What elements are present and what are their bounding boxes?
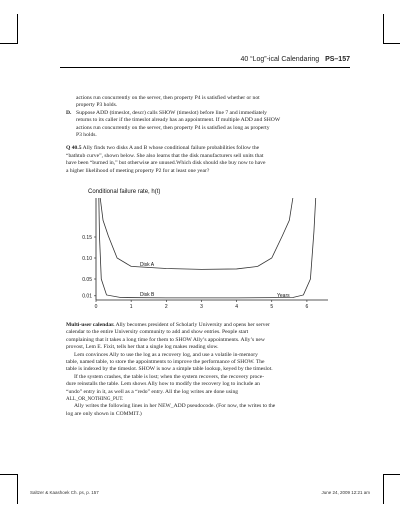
crop-mark-bottom-right-h xyxy=(383,474,400,475)
crop-mark-bottom-left-v xyxy=(17,474,18,504)
item-c-continuation xyxy=(66,95,342,110)
text-line: Lem convinces Ally to use the log as a recovery log, and use a volatile in-memory xyxy=(74,351,258,358)
paragraph-ally-writes xyxy=(66,403,342,418)
text-line: Ally finds two disks A and B whose conditional failure probabilities follow the xyxy=(82,145,260,152)
x-tick-label: 1 xyxy=(129,304,133,310)
text-line: ALL_OR_NOTHING_PUT. xyxy=(66,397,124,403)
running-title: 40 “Log”-ical Calendaring xyxy=(240,56,320,63)
series-disk-a-line xyxy=(100,198,293,269)
bottom-text-block xyxy=(66,322,342,418)
text-line: returns to its caller if the timeslot already has an appointment. If multiple ADD and SHOW xyxy=(76,117,281,124)
x-tick-label: 3 xyxy=(200,304,203,310)
text-line: Suppose ADD (timeslot, descr) calls SHOW (timeslot) before line 7 and immediately xyxy=(76,109,267,116)
question-label: Q 40.5 xyxy=(66,145,82,152)
text-line: dure reinstalls the table. Lem shows Ally how to modify the recovery log to include an xyxy=(66,381,260,388)
text-line: property P3 holds. xyxy=(76,102,118,109)
y-tick-label: 0.05 xyxy=(82,276,92,283)
text-line: P3 holds. xyxy=(76,132,97,139)
section-heading: Multi-user calendar. xyxy=(66,322,115,328)
text-line: provost, Lem E. Fixit, tells her that a single log makes reading slow. xyxy=(66,344,219,351)
series-label-disk-a: Disk A xyxy=(139,262,155,269)
header-rule xyxy=(60,67,350,68)
text-line: complaining that it takes a long time for them to SHOW Ally’s appointments. Ally’s new xyxy=(66,336,265,343)
text-line: actions run concurrently on the server, then property P4 is satisfied whether or not xyxy=(76,95,260,101)
text-line: calendar to the entire University community to add and show entries. People start xyxy=(66,329,249,336)
x-tick-label: 5 xyxy=(270,304,274,310)
footer-right: June 24, 2009 12:21 am xyxy=(321,490,370,495)
item-d xyxy=(66,110,342,140)
text-line: Ally writes the following lines in her NEW_ADD pseudocode. (For now, the writes to the xyxy=(74,403,276,410)
chart-title: Conditional failure rate, h(t) xyxy=(88,189,161,195)
page-number: PS–157 xyxy=(325,56,350,63)
text-line: If the system crashes, the table is lost; when the system recovers, the recovery proce- xyxy=(74,373,265,380)
crop-mark-top-right-v xyxy=(383,14,384,44)
failure-rate-chart xyxy=(66,184,338,316)
footer-left: Saltzer & Kaashoek Ch. ps, p. 157 xyxy=(30,490,99,495)
text-line: “undo” entry in it, as well as a “redo” entry. All the log writes are done using xyxy=(66,388,239,395)
text-line: a higher likelihood of meeting property P2 for at least one year? xyxy=(66,167,210,174)
paragraph-lem xyxy=(66,352,342,374)
text-line: actions run concurrently on the server, then property P4 is satisfied as long as property xyxy=(76,124,270,131)
y-tick-label: 0.15 xyxy=(82,234,92,241)
x-tick-label: 4 xyxy=(235,304,238,310)
question-40-5 xyxy=(66,145,342,175)
text-line: Ally becomes president of Scholarly University and opens her server xyxy=(115,322,270,328)
y-tick-label: 0.10 xyxy=(82,255,92,262)
crop-mark-top-right-h xyxy=(383,43,400,44)
x-tick-label: 0 xyxy=(94,304,98,310)
y-tick-label: 0.01 xyxy=(82,293,92,300)
text-line: log are only shown in COMMIT.) xyxy=(66,410,142,417)
top-text-block xyxy=(66,95,342,175)
crop-mark-bottom-left-h xyxy=(0,474,17,475)
paragraph-crash xyxy=(66,374,342,404)
x-axis-label: Years xyxy=(277,293,290,299)
x-tick-label: 2 xyxy=(164,304,168,310)
text-line: table is indexed by the timeslot. SHOW is now a simple table lookup, keyed by the timeslot. xyxy=(66,366,273,373)
running-header xyxy=(60,55,350,65)
series-label-disk-b: Disk B xyxy=(139,291,155,298)
paragraph-multi-user xyxy=(66,322,342,352)
series-disk-b-line xyxy=(99,198,316,298)
text-line: table, named table, to store the appointments to improve the performance of SHOW. The xyxy=(66,359,265,366)
item-d-label: D. xyxy=(66,109,72,116)
text-line: “bathtub curve”, shown below. She also learns that the disk manufacturers sell units that xyxy=(66,152,264,159)
x-tick-label: 6 xyxy=(305,304,309,310)
crop-mark-top-left-h xyxy=(0,43,17,44)
crop-mark-bottom-right-v xyxy=(383,474,384,504)
crop-mark-top-left-v xyxy=(17,14,18,44)
text-line: have been “burned in,” but otherwise are unused.Which disk should she buy now to have xyxy=(66,160,266,167)
